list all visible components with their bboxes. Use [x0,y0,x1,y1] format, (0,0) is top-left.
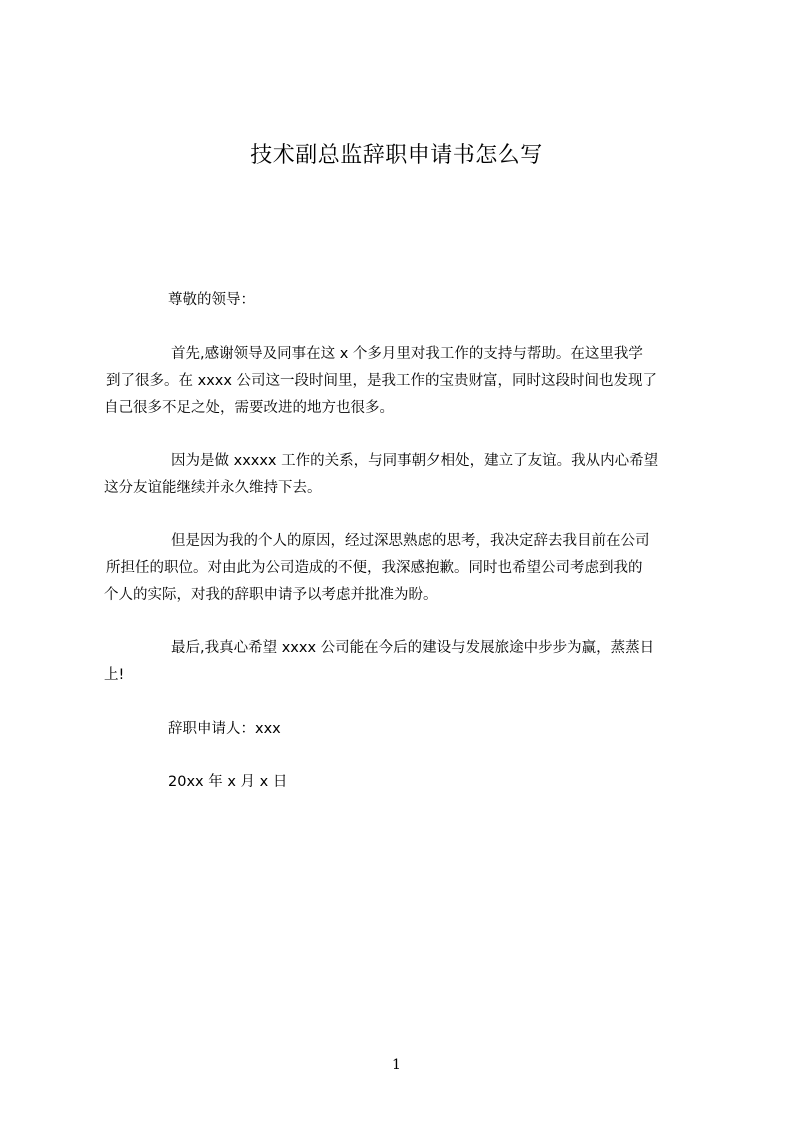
paragraph-line: 首先,感谢领导及同事在这 x 个多月里对我工作的支持与帮助。在这里我学 [171,346,643,362]
page-number: 1 [392,1057,401,1073]
paragraph-line: 个人的实际，对我的辞职申请予以考虑并批准为盼。 [104,587,438,603]
document-title: 技术副总监辞职申请书怎么写 [250,143,543,168]
paragraph-line: 这分友谊能继续并永久维持下去。 [104,480,322,496]
paragraph-line: 自己很多不足之处，需要改进的地方也很多。 [104,400,394,416]
paragraph-line: 所担任的职位。对由此为公司造成的不便，我深感抱歉。同时也希望公司考虑到我的 [106,560,643,576]
paragraph-line: 最后,我真心希望 xxxx 公司能在今后的建设与发展旅途中步步为赢，蒸蒸日 [171,640,655,656]
signature: 辞职申请人：xxx [168,721,281,737]
paragraph-line: 到了很多。在 xxxx 公司这一段时间里，是我工作的宝贵财富，同时这段时间也发现了 [106,373,658,389]
paragraph-line: 但是因为我的个人的原因，经过深思熟虑的思考，我决定辞去我目前在公司 [171,533,650,549]
greeting: 尊敬的领导： [168,292,255,308]
date: 20xx 年 x 月 x 日 [168,774,288,790]
paragraph-line: 因为是做 xxxxx 工作的关系，与同事朝夕相处，建立了友谊。我从内心希望 [171,453,659,469]
paragraph-line: 上! [104,667,125,683]
